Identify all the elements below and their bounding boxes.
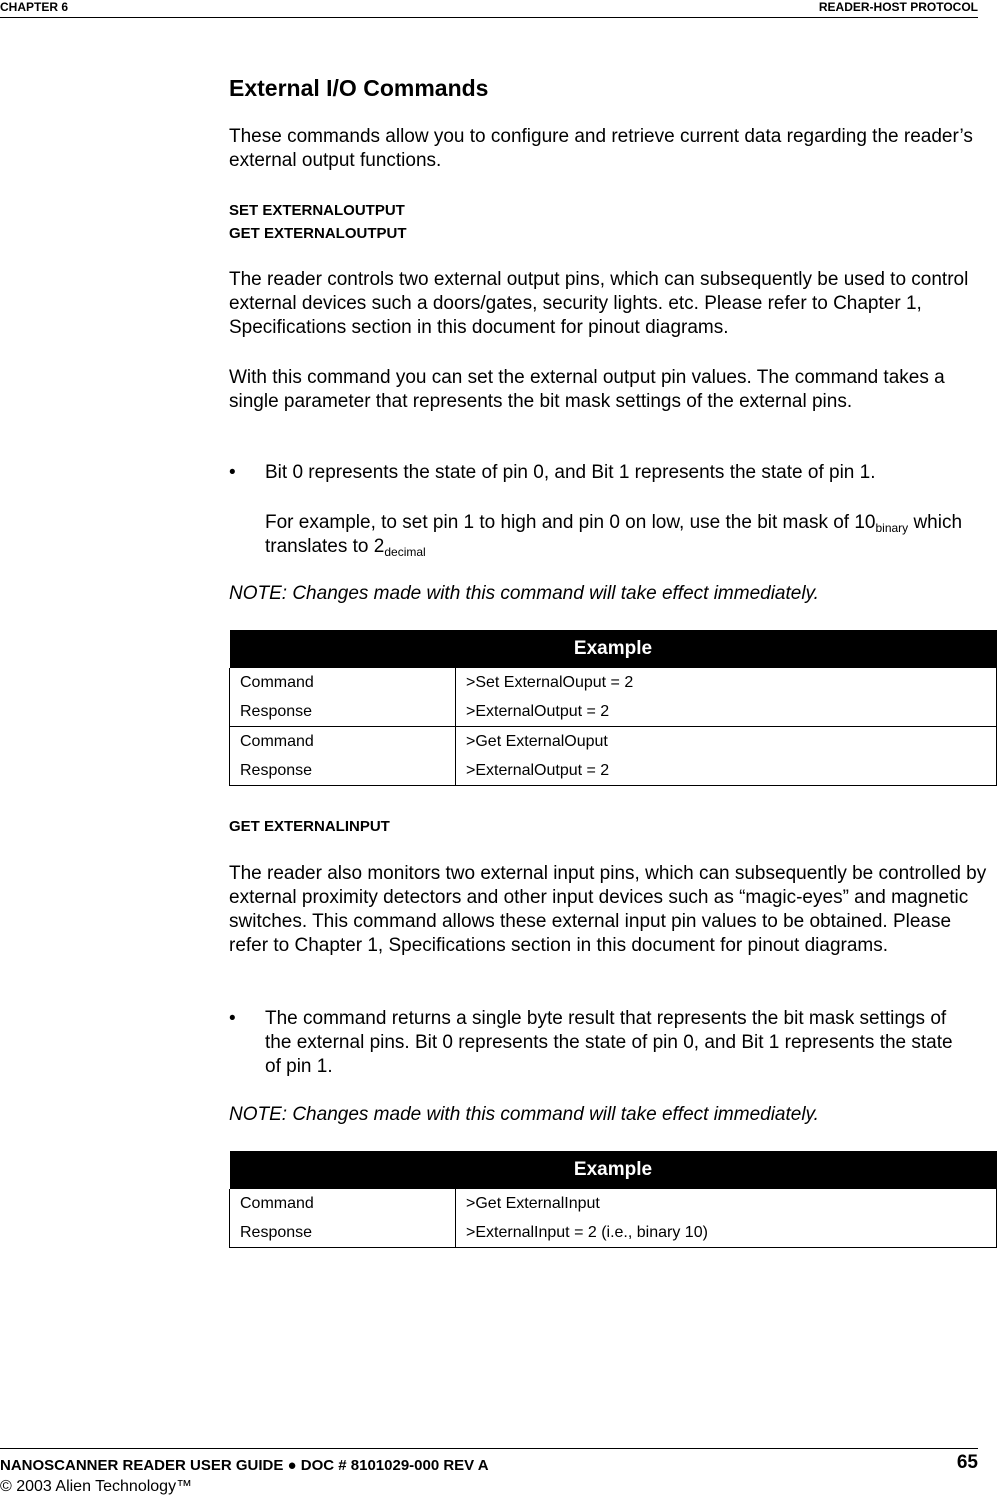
row-label: Response bbox=[230, 697, 456, 727]
row-value: >ExternalInput = 2 (i.e., binary 10) bbox=[456, 1218, 997, 1248]
output-paragraph-1: The reader controls two external output pins, which can subsequently be used to control external devices such a doors/gates, security lights. etc. Please refer to Chapter 1, Specifications section in this document for pinout diagrams. bbox=[229, 269, 969, 338]
table-row bbox=[230, 1189, 997, 1218]
table-row bbox=[230, 697, 997, 727]
table-row bbox=[230, 727, 997, 757]
table-row bbox=[230, 756, 997, 786]
intro-paragraph: These commands allow you to configure and retrieve current data regarding the reader’s external output functions. bbox=[229, 126, 973, 171]
row-value: >ExternalOutput = 2 bbox=[456, 697, 997, 727]
binary-subscript: binary bbox=[875, 521, 909, 535]
row-value: >ExternalOutput = 2 bbox=[456, 756, 997, 786]
row-value: >Get ExternalOuput bbox=[456, 727, 997, 757]
page-title: External I/O Commands bbox=[229, 75, 489, 101]
set-external-output-label: SET EXTERNALOUTPUT bbox=[229, 202, 405, 219]
table-header: Example bbox=[230, 630, 997, 668]
get-external-output-label: GET EXTERNALOUTPUT bbox=[229, 225, 407, 242]
chapter-label: CHAPTER 6 bbox=[0, 0, 69, 14]
footer-guide-title: NANOSCANNER READER USER GUIDE ● DOC # 8101029-000 REV A bbox=[0, 1457, 489, 1474]
page-header bbox=[0, 0, 978, 18]
table-row bbox=[230, 668, 997, 697]
decimal-subscript: decimal bbox=[384, 545, 426, 559]
row-label: Response bbox=[230, 756, 456, 786]
input-paragraph-1: The reader also monitors two external input pins, which can subsequently be controlled by external proximity detectors and other input devices such as “magic-eyes” and magnetic switches. This command allows these external input pin values to be obtained. Please refer to Chapter 1, Specifications section in this document for pinout diagrams. bbox=[229, 863, 987, 956]
page-number: 65 bbox=[956, 1452, 978, 1473]
row-value: >Set ExternalOuput = 2 bbox=[456, 668, 997, 697]
input-bullet-text: The command returns a single byte result that represents the bit mask settings of the external pins. Bit 0 represents the state of pin 0, and Bit 1 represents the state of pin 1. bbox=[265, 1008, 953, 1077]
output-note: NOTE: Changes made with this command will take effect immediately. bbox=[229, 583, 819, 604]
row-label: Response bbox=[230, 1218, 456, 1248]
input-example-table bbox=[229, 1151, 997, 1248]
bullet-icon: • bbox=[229, 462, 236, 483]
output-paragraph-2: With this command you can set the external output pin values. The command takes a single parameter that represents the bit mask settings of the external pins. bbox=[229, 367, 945, 412]
input-note: NOTE: Changes made with this command will take effect immediately. bbox=[229, 1104, 819, 1125]
get-external-input-label: GET EXTERNALINPUT bbox=[229, 818, 390, 835]
row-label: Command bbox=[230, 1189, 456, 1218]
output-bullet-text: Bit 0 represents the state of pin 0, and Bit 1 represents the state of pin 1. bbox=[265, 462, 876, 483]
row-value: >Get ExternalInput bbox=[456, 1189, 997, 1218]
footer-copyright: © 2003 Alien Technology™ bbox=[0, 1478, 193, 1495]
row-label: Command bbox=[230, 668, 456, 697]
table-row bbox=[230, 1218, 997, 1248]
bitmask-example-text: For example, to set pin 1 to high and pin 0 on low, use the bit mask of $10_{binary}$ which translates to $2_{decimal}$ bbox=[265, 512, 963, 559]
table-header: Example bbox=[230, 1151, 997, 1189]
page-footer bbox=[0, 1448, 978, 1495]
bullet-icon: • bbox=[229, 1008, 236, 1029]
row-label: Command bbox=[230, 727, 456, 757]
section-label: READER-HOST PROTOCOL bbox=[818, 0, 978, 14]
output-example-table bbox=[229, 630, 997, 786]
